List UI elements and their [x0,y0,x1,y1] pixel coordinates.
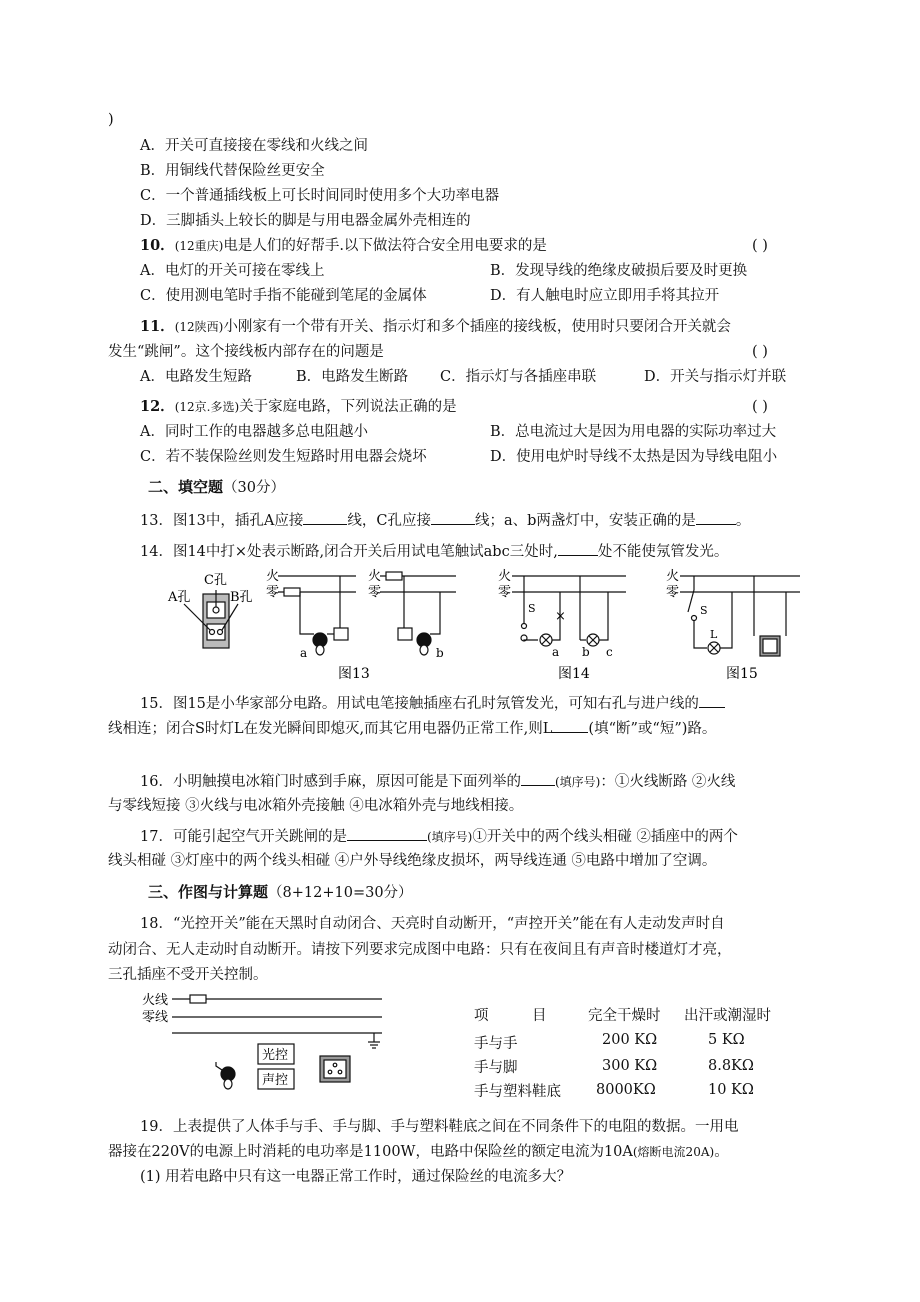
q13-text-4: 。 [735,513,751,529]
q19-text-3: 。 [714,1144,729,1160]
q16-line1 [140,771,735,792]
q10-option-c: C．使用测电笔时手指不能碰到笔尾的金属体 [140,288,427,304]
table-row-1-dry: 200 KΩ [602,1032,658,1048]
q11-stem-line1 [140,317,731,337]
q18-fuse [190,995,206,1003]
fig14-wire-up-2 [599,592,608,640]
q14-line [140,541,728,562]
fig13-ling-1: 零 [266,585,280,600]
q17-text-1: 17．可能引起空气开关跳闸的是 [140,829,347,845]
fig13-label-b: B孔 [230,590,253,605]
q18-label-live: 火线 [142,993,169,1008]
fig15-circuit [680,576,800,656]
q14-text-1: 14．图14中打×处表示断路,闭合开关后用试电笔触试abc三处时, [140,544,558,560]
q11-option-c: C．指示灯与各插座串联 [440,369,597,385]
q19-line2 [108,1142,729,1162]
q12-option-b: B．总电流过大是因为用电器的实际功率过大 [490,424,777,440]
fig13-caption: 图13 [338,666,370,682]
fig14-huo: 火 [498,569,512,584]
q17-blank[interactable] [347,826,427,841]
q15-text-1: 15．图15是小华家部分电路。用试电笔接触插座右孔时氖管发光，可知右孔与进户线的 [140,696,699,712]
section-2-title: 二、填空题 [148,478,224,496]
q12-text: 关于家庭电路，下列说法正确的是 [239,399,457,415]
table-header-item: 项 目 [474,1008,547,1024]
fig15-huo: 火 [666,569,680,584]
q17-text-2: ①开关中的两个线头相碰 ②插座中的两个 [472,829,738,845]
table-row-3-wet: 10 KΩ [708,1082,754,1098]
table-row-2-wet: 8.8KΩ [708,1058,754,1074]
q9-option-b: B．用铜线代替保险丝更安全 [140,163,325,179]
table-row-3-label: 手与塑料鞋底 [474,1084,561,1100]
q18-line1: 18．“光控开关”能在天黑时自动闭合、天亮时自动断开，“声控开关”能在有人走动发声时自 [140,916,725,932]
fig13-lamp-a-bulb [316,645,324,655]
table-header-dry: 完全干燥时 [588,1008,661,1024]
q17-line2: 线头相碰 ③灯座中的两个线头相碰 ④户外导线绝缘皮损坏，两导线连通 ⑤电路中增加了空调。 [108,853,717,869]
fig13-wire-b2 [430,592,440,634]
q12-stem [140,397,457,417]
q16-hint: (填序号) [554,775,601,789]
q9-option-c: C．一个普通插线板上可长时间同时使用多个大功率电器 [140,188,500,204]
section-2-score: （30分） [223,480,285,496]
fig15-l-label: L [710,628,718,641]
q11-source: (12陕西) [174,320,224,334]
q13-text-2: 线，C孔应接 [347,513,431,529]
fig13-lamp-a-label: a [300,646,308,660]
q13-text-3: 线；a、b两盏灯中，安装正确的是 [474,513,696,529]
figures-13-14-15 [160,568,820,686]
fig14-switch-terminal [522,624,527,629]
fig13-fuse-1 [284,588,300,596]
q18-circuit-figure [138,990,398,1090]
q19-text-2: 器接在220V的电源上时消耗的电功率是1100W，电路中保险丝的额定电流为10A [108,1144,633,1160]
fig15-caption: 图15 [726,666,758,682]
fig15-switch-blade [688,590,694,612]
fig13-huo-1: 火 [266,569,280,584]
q16-blank[interactable] [521,771,555,786]
section-3-heading [148,882,413,903]
q18-line2: 动闭合、无人走动时自动断开。请按下列要求完成图中电路：只有在夜间且有声音时楼道灯才亮， [108,942,732,958]
fig13-lamp-b-label: b [436,646,444,660]
q9-option-d: D．三脚插头上较长的脚是与用电器金属外壳相连的 [140,213,471,229]
q18-line3: 三孔插座不受开关控制。 [108,967,268,983]
fig13-label-c: C孔 [204,573,227,588]
q12-option-c: C．若不装保险丝则发生短路时用电器会烧坏 [140,449,427,465]
q10-source: (12重庆) [174,239,224,253]
q13-blank-a[interactable] [303,510,347,525]
q11-option-a: A．电路发生短路 [140,369,252,385]
fig13-switch-a [334,628,348,640]
table-row-1-label: 手与手 [474,1036,518,1052]
q18-label-neutral: 零线 [142,1010,169,1025]
q9-option-a: A．开关可直接接在零线和火线之间 [140,138,368,154]
fig13-lamp-b-bulb [420,645,428,655]
q16-line2: 与零线短接 ③火线与电冰箱外壳接触 ④电冰箱外壳与地线相接。 [108,798,524,814]
fig13-label-a: A孔 [168,590,191,605]
q17-hint: (填序号) [426,830,473,844]
q11-answer-paren: ( ) [752,344,768,360]
q11-text-1: 小刚家有一个带有开关、指示灯和多个插座的接线板，使用时只要闭合开关就会 [223,319,731,335]
q11-option-d: D．开关与指示灯并联 [644,369,787,385]
section-3-score: （8+12+10=30分） [268,885,413,901]
q12-number: 12． [140,398,175,415]
q13-text-1: 13．图13中，插孔A应接 [140,513,304,529]
fig14-point-a: a [552,645,560,659]
q15-blank-2[interactable] [552,718,588,733]
q10-stem [140,236,547,256]
q15-line1 [140,693,725,714]
fig14-caption: 图14 [558,666,590,682]
q11-number: 11． [140,318,175,335]
fig13-wire-a1 [300,592,314,634]
q19-fuse-note: (熔断电流20A) [632,1145,715,1159]
fig15-ling: 零 [666,585,680,600]
fig13-switch-b [398,628,412,640]
table-row-2-label: 手与脚 [474,1060,518,1076]
fig13-fuse-2 [386,572,402,580]
q12-answer-paren: ( ) [752,399,768,415]
fig15-socket-face [763,639,777,653]
q14-text-2: 处不能使氖管发光。 [597,544,729,560]
q10-answer-paren: ( ) [752,238,768,254]
q10-text: 电是人们的好帮手.以下做法符合安全用电要求的是 [223,238,547,254]
q10-option-a: A．电灯的开关可接在零线上 [140,263,325,279]
fig14-break-mark: × [555,609,566,624]
fig13-lamp-circuits [278,572,456,655]
fig14-ling: 零 [498,585,512,600]
fig14-point-b: b [582,645,590,659]
fig14-point-c: c [606,645,613,659]
q10-number: 10． [140,237,175,254]
q19-line1: 19．上表提供了人体手与手、手与脚、手与塑料鞋底之间在不同条件下的电阻的数据。一用电 [140,1119,739,1135]
q18-label-shengkong: 声控 [262,1073,289,1088]
fig15-s-label: S [700,604,708,617]
q15-text-3: (填“断”或“短”)路。 [588,721,717,737]
section-2-heading [148,477,285,498]
table-row-2-dry: 300 KΩ [602,1058,658,1074]
q19-part-1: (1) 用若电路中只有这一电器正常工作时，通过保险丝的电流多大？ [140,1169,572,1185]
q15-blank-1[interactable] [699,693,725,708]
table-header-wet: 出汗或潮湿时 [684,1008,771,1024]
table-row-3-dry: 8000KΩ [596,1082,656,1098]
q15-line2 [108,718,716,739]
fig14-s-label: S [528,602,536,615]
q12-option-a: A．同时工作的电器越多总电阻越小 [140,424,368,440]
q18-label-guangkong: 光控 [262,1048,289,1063]
q9-tail: ) [108,112,114,128]
fig15-switch-terminal [692,616,697,621]
fig13-huo-2: 火 [368,569,382,584]
q11-stem-line2: 发生“跳闸”。这个接线板内部存在的问题是 [108,344,384,360]
fig15-wire-up-1 [720,592,732,648]
table-row-1-wet: 5 KΩ [708,1032,745,1048]
q18-lamp-wire [216,1062,222,1070]
q16-text-2: ：①火线断路 ②火线 [600,774,736,790]
q15-text-2: 线相连；闭合S时灯L在发光瞬间即熄灭,而其它用电器仍正常工作,则L [108,721,553,737]
q13-blank-lamp[interactable] [696,510,736,525]
q17-line1 [140,826,738,847]
q10-option-d: D．有人触电时应立即用手将其拉开 [490,288,720,304]
q13-line [140,510,750,531]
fig13-ling-2: 零 [368,585,382,600]
q12-option-d: D．使用电炉时导线不太热是因为导线电阻小 [490,449,778,465]
q12-source: (12京.多选) [174,400,240,414]
q14-blank[interactable] [558,541,598,556]
q11-option-b: B．电路发生断路 [296,369,409,385]
section-3-title: 三、作图与计算题 [148,883,269,901]
q13-blank-c[interactable] [431,510,475,525]
q10-option-b: B．发现导线的绝缘皮破损后要及时更换 [490,263,748,279]
q16-text-1: 16．小明触摸电冰箱门时感到手麻，原因可能是下面列举的 [140,774,521,790]
q18-lamp-bulb [224,1079,232,1089]
fig15-wire-lamp [694,620,707,648]
